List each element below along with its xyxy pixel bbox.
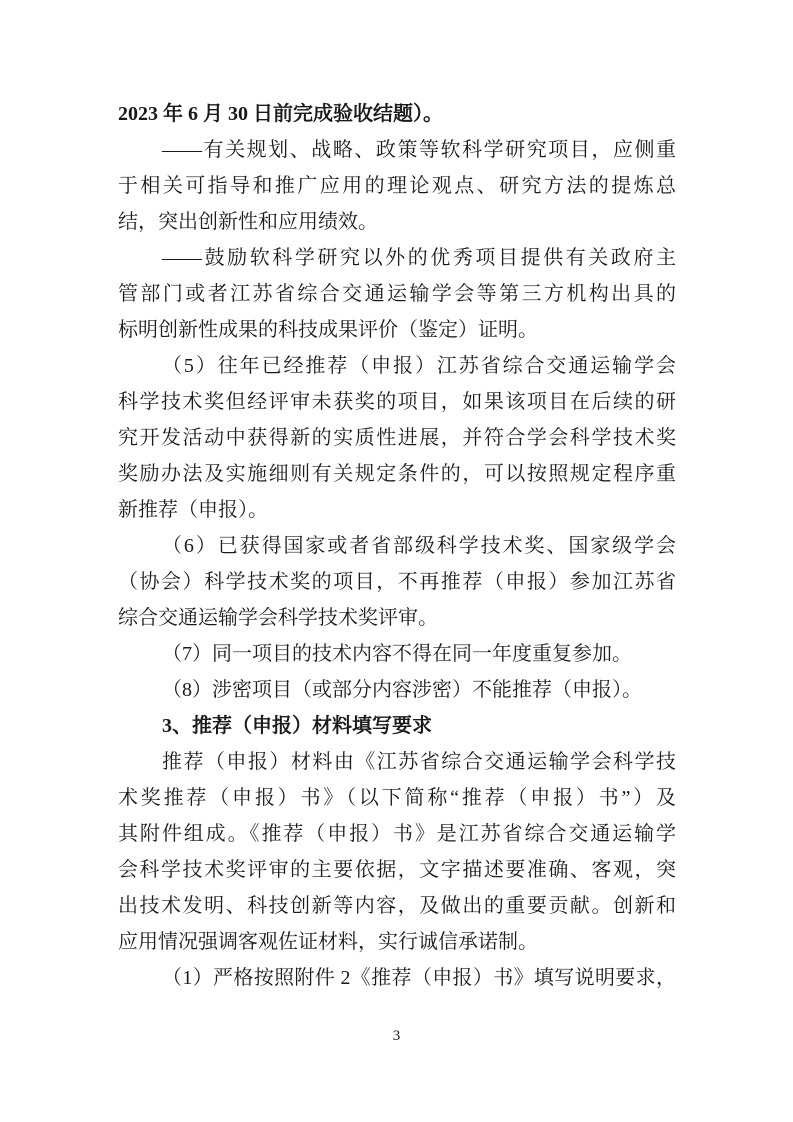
text-line: ——有关规划、战略、政策等软科学研究项目，应侧重 [162, 139, 676, 161]
text-line: 综合交通运输学会科学技术奖评审。 [118, 607, 438, 629]
text-line: 出技术发明、科技创新等内容，及做出的重要贡献。创新和 [118, 895, 676, 917]
text-line: （7）同一项目的技术内容不得在同一年度重复参加。 [162, 643, 632, 665]
text-line: 推荐（申报）材料由《江苏省综合交通运输学会科学技 [162, 751, 676, 773]
text-line: 管部门或者江苏省综合交通运输学会等第三方机构出具的 [118, 283, 676, 305]
text-line: 科学技术奖但经评审未获奖的项目，如果该项目在后续的研 [118, 391, 676, 413]
text-line: 究开发活动中获得新的实质性进展，并符合学会科学技术奖 [118, 427, 676, 449]
section-heading: 3、推荐（申报）材料填写要求 [162, 715, 432, 737]
text-line: （6）已获得国家或者省部级科学技术奖、国家级学会 [162, 535, 676, 557]
text-line: （5）往年已经推荐（申报）江苏省综合交通运输学会 [162, 355, 676, 377]
text-line: 于相关可指导和推广应用的理论观点、研究方法的提炼总 [118, 175, 676, 197]
text-line: （8）涉密项目（或部分内容涉密）不能推荐（申报）。 [162, 679, 642, 701]
text-line: 新推荐（申报）。 [118, 499, 268, 521]
page-number: 3 [392, 1028, 401, 1044]
text-line: 术奖推荐（申报）书》（以下简称“推荐（申报）书”）及 [118, 787, 676, 809]
text-line: 其附件组成。《推荐（申报）书》是江苏省综合交通运输学 [118, 823, 676, 845]
text-line: （1）严格按照附件 2《推荐（申报）书》填写说明要求， [162, 967, 676, 989]
text-line: 奖励办法及实施细则有关规定条件的，可以按照规定程序重 [118, 463, 676, 485]
deadline-note-line: 2023 年 6 月 30 日前完成验收结题）。 [118, 103, 443, 125]
document-body [118, 96, 676, 996]
text-line: 结，突出创新性和应用绩效。 [118, 211, 378, 233]
text-line: 会科学技术奖评审的主要依据，文字描述要准确、客观，突 [118, 859, 676, 881]
text-line: ——鼓励软科学研究以外的优秀项目提供有关政府主 [162, 247, 676, 269]
text-line: 应用情况强调客观佐证材料，实行诚信承诺制。 [118, 931, 538, 953]
text-line: （协会）科学技术奖的项目，不再推荐（申报）参加江苏省 [118, 571, 676, 593]
text-line: 标明创新性成果的科技成果评价（鉴定）证明。 [118, 319, 538, 341]
